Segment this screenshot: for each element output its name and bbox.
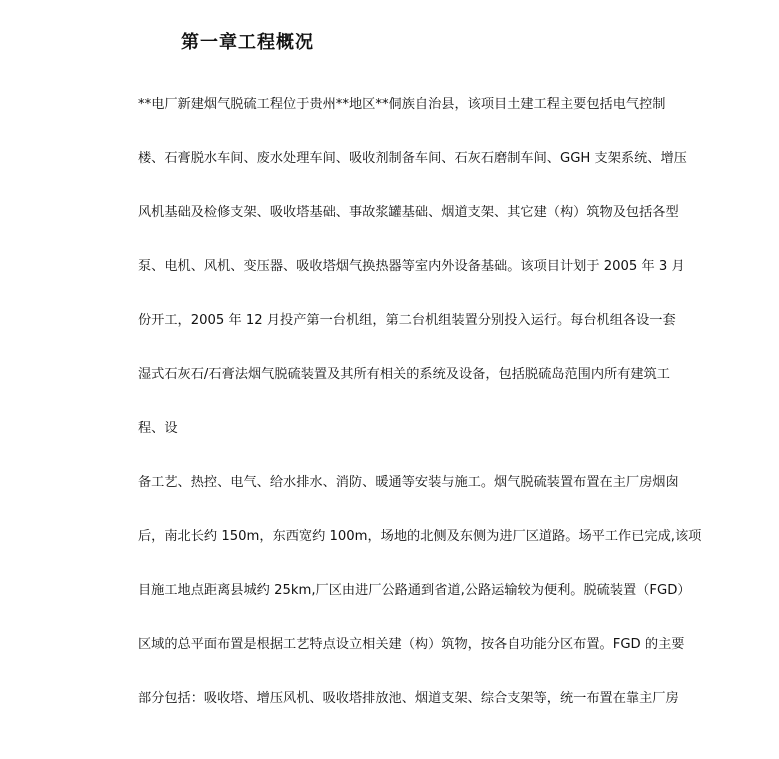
body-line-6: 湿式石灰石/石膏法烟气脱硫装置及其所有相关的系统及设备，包括脱硫岛范围内所有建筑工 [138,367,670,382]
body-line-9: 后，南北长约 150m，东西宽约 100m，场地的北侧及东侧为进厂区道路。场平工作已完成,该项 [138,529,702,544]
body-line-4: 泵、电机、风机、变压器、吸收塔烟气换热器等室内外设备基础。该项目计划于 2005 年 3 月 [138,259,685,274]
body-line-5: 份开工，2005 年 12 月投产第一台机组，第二台机组装置分别投入运行。每台机组各设一套 [138,313,676,328]
body-line-8: 备工艺、热控、电气、给水排水、消防、暖通等安装与施工。烟气脱硫装置布置在主厂房烟囱 [138,475,679,490]
body-line-12: 部分包括：吸收塔、增压风机、吸收塔排放池、烟道支架、综合支架等，统一布置在靠主厂房 [138,691,679,706]
chapter-title: 第一章工程概况 [181,32,314,53]
body-line-10: 目施工地点距离县城约 25km,厂区由进厂公路通到省道,公路运输较为便利。脱硫装置（FGD） [138,583,691,598]
body-line-1: **电厂新建烟气脱硫工程位于贵州**地区**侗族自治县，该项目土建工程主要包括电气控制 [138,97,666,112]
body-line-11: 区域的总平面布置是根据工艺特点设立相关建（构）筑物，按各自功能分区布置。FGD 的主要 [138,637,685,652]
body-line-7: 程、设 [138,421,178,436]
body-line-2: 楼、石膏脱水车间、废水处理车间、吸收剂制备车间、石灰石磨制车间、GGH 支架系统、增压 [138,151,687,166]
body-line-3: 风机基础及检修支架、吸收塔基础、事故浆罐基础、烟道支架、其它建（构）筑物及包括各型 [138,205,679,220]
